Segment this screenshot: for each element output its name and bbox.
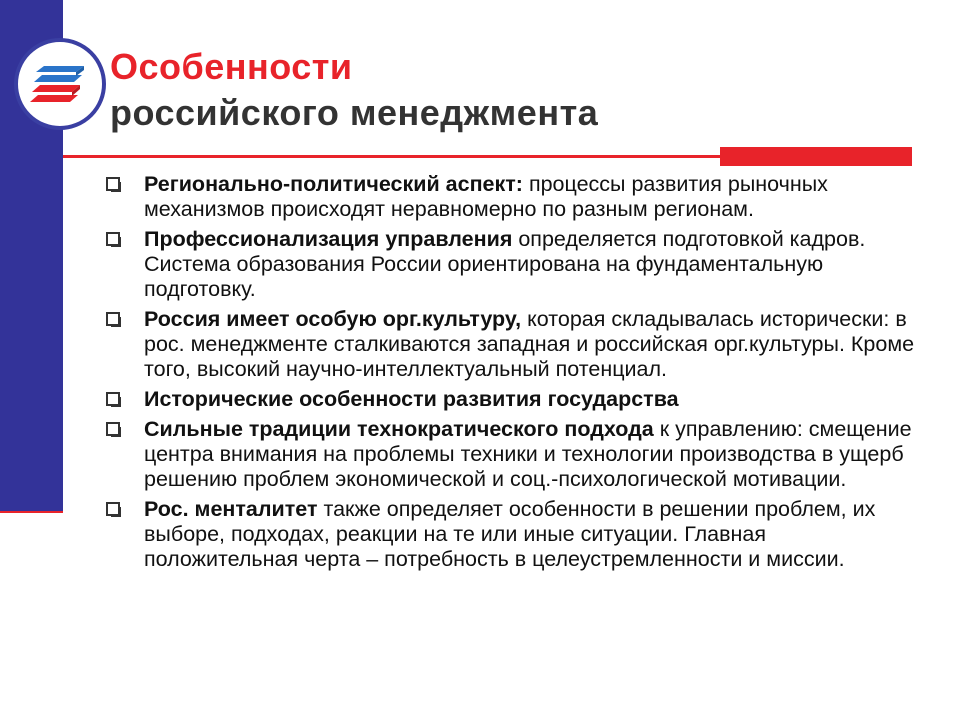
bullet-list [106,172,916,577]
item-heading: Рос. менталитет [144,497,318,521]
item-text: также определяет особенности в решении проблем, их выборе, подходах, реакции на те или иные ситуации. Главная положительная черта – потребность в целеустремленности и миссии. [144,497,876,571]
list-item [106,172,916,222]
checkbox-bullet-icon [106,177,120,191]
stacked-books-logo-icon [18,42,102,126]
item-heading: Регионально-политический аспект: [144,172,523,196]
page-title [110,44,598,136]
title-divider-thick [720,147,912,166]
list-item [106,387,916,412]
checkbox-bullet-icon [106,232,120,246]
checkbox-bullet-icon [106,422,120,436]
item-text: к управлению: смещение центра внимания на проблемы техники и технологии производства в ущерб решению проблем экономической и соц.-психологической мотивации. [144,417,912,491]
list-item [106,227,916,302]
logo [14,38,106,130]
item-text: которая складывалась исторически: в рос. менеджменте сталкиваются западная и российская орг.культуры. Кроме того, высокий научно-интеллектуальный потенциал. [144,307,915,381]
list-item [106,307,916,382]
title-divider-thin [63,155,720,158]
item-heading: Сильные традиции технократического подхода [144,417,654,441]
list-item [106,497,916,572]
item-heading: Профессионализация управления [144,227,513,251]
checkbox-bullet-icon [106,312,120,326]
checkbox-bullet-icon [106,502,120,516]
item-heading: Исторические особенности развития государства [144,387,679,411]
sidebar-red-line [0,511,63,513]
item-heading: Россия имеет особую орг.культуру, [144,307,522,331]
item-text: определяется подготовкой кадров. Система образования России ориентирована на фундаментальную подготовку. [144,227,866,301]
list-item [106,417,916,492]
item-text: процессы развития рыночных механизмов происходят неравномерно по разным регионам. [144,172,828,221]
checkbox-bullet-icon [106,392,120,406]
title-line-1: Особенности [110,46,353,87]
title-line-2: российского менеджмента [110,92,599,133]
